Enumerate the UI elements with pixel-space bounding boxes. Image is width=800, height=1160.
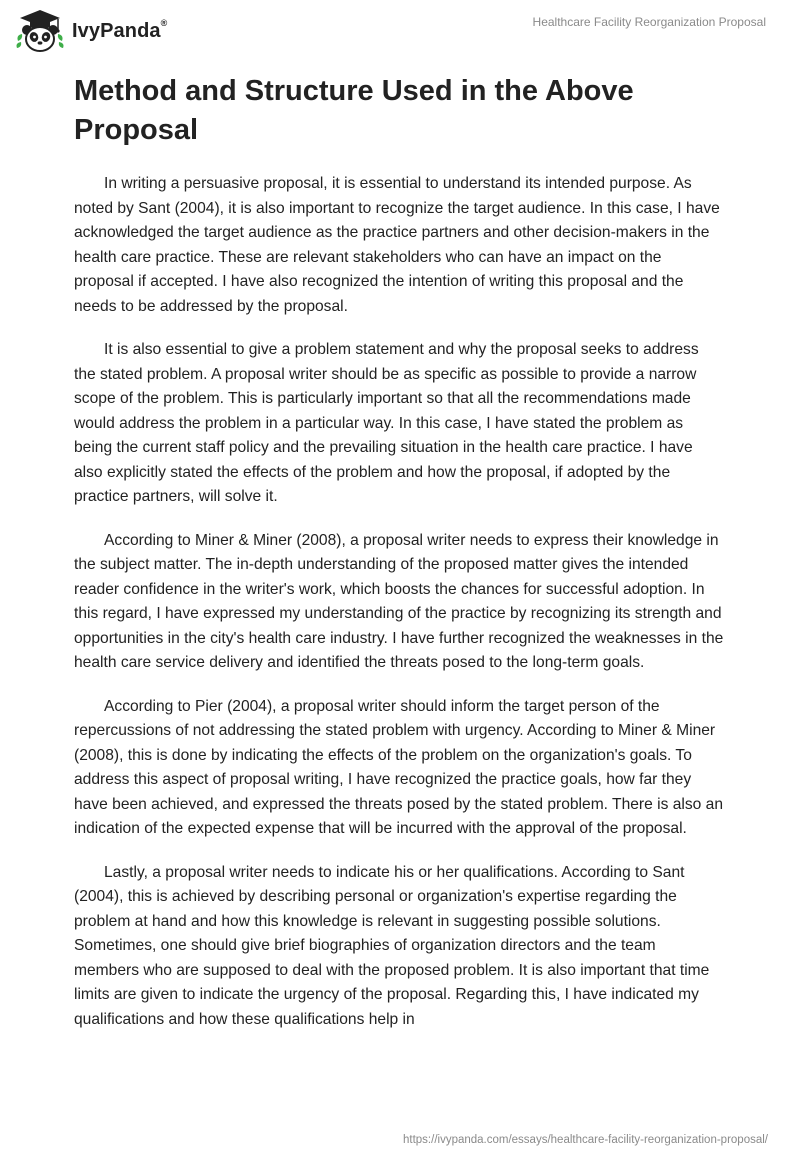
document-title: Healthcare Facility Reorganization Proposal [532, 15, 766, 29]
paragraph: In writing a persuasive proposal, it is essential to understand its intended purpose. As noted by Sant (2004), it is also important to recognize the target audience. In this case, I have acknowledged the target audience as the practice partners and other decision-makers in the health care practice. These are relevant stakeholders who can have an impact on the proposal if accepted. I have also recognized the intention of writing this proposal and the needs to be addressed by the proposal. [74, 175, 720, 315]
paragraph: It is also essential to give a problem statement and why the proposal seeks to address the stated problem. A proposal writer should be as specific as possible to provide a narrow scope of the problem. This is particularly important so that all the recommendations made would address the problem in a particular way. In this case, I have stated the problem as being the current staff policy and the prevailing situation in the health care practice. I have also explicitly stated the effects of the problem and how the proposal, if adopted by the practice partners, will solve it. [74, 341, 699, 505]
brand-name: IvyPanda® [72, 17, 168, 42]
paragraph: Lastly, a proposal writer needs to indicate his or her qualifications. According to Sant (2004), this is achieved by describing personal or organization's expertise regarding the problem at hand and how this knowledge is relevant in suggesting possible solutions. Sometimes, one should give brief biographies of organization directors and the team members who are supposed to deal with the proposed problem. It is also important that time limits are given to indicate the urgency of the proposal. Regarding this, I have indicated my qualifications and how these qualifications help in [74, 863, 710, 1028]
page-title: Method and Structure Used in the Above Proposal [74, 75, 634, 146]
registered-mark: ® [160, 17, 168, 28]
page-header [0, 0, 800, 60]
panda-graduate-icon [14, 8, 66, 54]
paragraph: According to Miner & Miner (2008), a proposal writer needs to express their knowledge in the subject matter. The in-depth understanding of the proposed matter gives the intended reader confidence in the writer's work, which boosts the chances for successful adoption. In this regard, I have expressed my understanding of the practice by recognizing its strength and opportunities in the city's health care industry. I have further recognized the weaknesses in the health care service delivery and identified the threats posed to the long-term goals. [74, 531, 724, 671]
paragraph: According to Pier (2004), a proposal writer should inform the target person of the repercussions of not addressing the stated problem with urgency. According to Miner & Miner (2008), this is done by indicating the effects of the problem on the organization's goals. To address this aspect of proposal writing, I have recognized the practice goals, how far they have been achieved, and expressed the threats posed by the stated problem. There is also an indication of the expected expense that will be incurred with the approval of the proposal. [74, 697, 724, 837]
brand-logo[interactable] [14, 8, 167, 54]
article-body [74, 172, 724, 1051]
source-url-link[interactable]: https://ivypanda.com/essays/healthcare-facility-reorganization-proposal/ [403, 1134, 768, 1146]
